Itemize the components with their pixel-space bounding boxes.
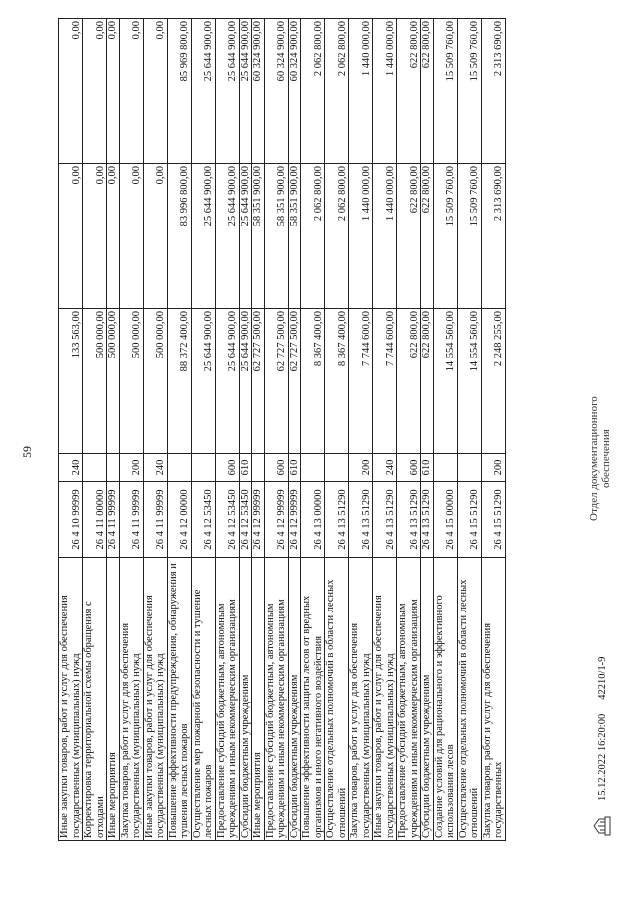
row-code: 26 4 11 99999 xyxy=(143,482,167,558)
row-name: Иные закупки товаров, работ и услуг для обеспечения государственных (муниципальных) нужд xyxy=(59,558,83,841)
row-value-3: 0,00 xyxy=(119,19,143,164)
row-expense-type xyxy=(191,454,215,482)
row-value-3: 2 313 690,00 xyxy=(481,19,505,164)
row-value-3: 0,00 xyxy=(83,19,107,164)
row-name: Создание условий для рационального и эффективного использования лесов xyxy=(433,558,457,841)
row-code: 26 4 12 99999 xyxy=(288,482,301,558)
row-name: Закупка товаров, работ и услуг для обеспечения государственных (муниципальных) нужд xyxy=(119,558,143,841)
row-expense-type: 610 xyxy=(239,454,252,482)
row-value-2: 1 440 000,00 xyxy=(373,164,397,309)
row-value-3: 25 644 900,00 xyxy=(239,19,252,164)
row-code: 26 4 11 99999 xyxy=(107,482,120,558)
row-value-1: 25 644 900,00 xyxy=(215,309,239,454)
table-row xyxy=(481,19,505,841)
row-expense-type: 610 xyxy=(421,454,434,482)
row-value-1: 25 644 900,00 xyxy=(239,309,252,454)
row-value-3: 0,00 xyxy=(107,19,120,164)
table-row xyxy=(167,19,191,841)
table-row xyxy=(349,19,373,841)
row-name: Предоставление субсидий бюджетным, автономным учреждениям и иным некоммерческим организациям xyxy=(215,558,239,841)
row-name: Осуществление отдельных полномочий в области лесных отношений xyxy=(325,558,349,841)
coat-of-arms-icon xyxy=(592,815,612,837)
row-expense-type: 200 xyxy=(481,454,505,482)
row-value-2: 0,00 xyxy=(107,164,120,309)
row-value-1: 62 727 500,00 xyxy=(288,309,301,454)
table-row xyxy=(397,19,421,841)
row-name: Иные мероприятия xyxy=(252,558,265,841)
row-value-3: 15 509 760,00 xyxy=(433,19,457,164)
row-value-2: 2 062 800,00 xyxy=(325,164,349,309)
row-value-1: 8 367 400,00 xyxy=(325,309,349,454)
row-code: 26 4 15 00000 xyxy=(433,482,457,558)
footer-doc-code: 42210/1-9 xyxy=(596,656,608,700)
row-value-2: 0,00 xyxy=(143,164,167,309)
row-value-2: 1 440 000,00 xyxy=(349,164,373,309)
row-code: 26 4 13 00000 xyxy=(301,482,325,558)
row-expense-type: 600 xyxy=(397,454,421,482)
row-value-3: 2 062 800,00 xyxy=(301,19,325,164)
stamp-line-1: Отдел документационного xyxy=(588,396,600,521)
row-value-3: 15 509 760,00 xyxy=(457,19,481,164)
row-value-1: 14 554 560,00 xyxy=(457,309,481,454)
row-expense-type xyxy=(433,454,457,482)
row-value-1: 62 727 500,00 xyxy=(252,309,265,454)
row-value-3: 60 324 900,00 xyxy=(288,19,301,164)
row-value-1: 622 800,00 xyxy=(421,309,434,454)
row-value-3: 25 644 900,00 xyxy=(191,19,215,164)
table-row xyxy=(59,19,83,841)
row-value-1: 500 000,00 xyxy=(107,309,120,454)
row-code: 26 4 13 51290 xyxy=(397,482,421,558)
row-value-1: 133 563,00 xyxy=(59,309,83,454)
row-code: 26 4 13 51290 xyxy=(349,482,373,558)
row-name: Иные закупки товаров, работ и услуг для обеспечения государственных (муниципальных) нужд xyxy=(373,558,397,841)
row-name: Иные мероприятия xyxy=(107,558,120,841)
table-row xyxy=(421,19,434,841)
row-value-3: 622 800,00 xyxy=(421,19,434,164)
table-row xyxy=(457,19,481,841)
row-value-2: 0,00 xyxy=(119,164,143,309)
row-value-2: 622 800,00 xyxy=(397,164,421,309)
row-code: 26 4 15 51290 xyxy=(481,482,505,558)
row-code: 26 4 12 53450 xyxy=(215,482,239,558)
row-expense-type xyxy=(301,454,325,482)
row-value-3: 622 800,00 xyxy=(397,19,421,164)
row-value-2: 622 800,00 xyxy=(421,164,434,309)
row-code: 26 4 12 53450 xyxy=(239,482,252,558)
row-value-3: 1 440 000,00 xyxy=(373,19,397,164)
row-value-1: 500 000,00 xyxy=(119,309,143,454)
stamp-line-2: обеспечения xyxy=(600,429,612,488)
row-value-2: 15 509 760,00 xyxy=(433,164,457,309)
row-name: Повышение эффективности предупреждения, обнаружения и тушения лесных пожаров xyxy=(167,558,191,841)
row-code: 26 4 11 99999 xyxy=(119,482,143,558)
row-code: 26 4 13 51290 xyxy=(421,482,434,558)
table-row xyxy=(143,19,167,841)
row-name: Субсидии бюджетным учреждениям xyxy=(421,558,434,841)
row-value-1: 500 000,00 xyxy=(143,309,167,454)
table-row xyxy=(325,19,349,841)
row-value-2: 58 351 900,00 xyxy=(264,164,288,309)
table-row xyxy=(107,19,120,841)
row-code: 26 4 13 51290 xyxy=(325,482,349,558)
row-expense-type xyxy=(252,454,265,482)
row-name: Повышение эффективности защиты лесов от вредных организмов и иного негативного воздействия xyxy=(301,558,325,841)
row-value-2: 25 644 900,00 xyxy=(239,164,252,309)
row-expense-type: 200 xyxy=(119,454,143,482)
row-name: Субсидии бюджетным учреждениям xyxy=(239,558,252,841)
row-value-3: 85 969 800,00 xyxy=(167,19,191,164)
table-row xyxy=(252,19,265,841)
row-value-2: 0,00 xyxy=(59,164,83,309)
row-expense-type: 240 xyxy=(373,454,397,482)
row-expense-type: 610 xyxy=(288,454,301,482)
row-expense-type: 600 xyxy=(215,454,239,482)
row-expense-type xyxy=(83,454,107,482)
row-value-2: 58 351 900,00 xyxy=(252,164,265,309)
row-value-2: 25 644 900,00 xyxy=(191,164,215,309)
page-number: 59 xyxy=(20,446,34,458)
row-name: Предоставление субсидий бюджетным, автономным учреждениям и иным некоммерческим организациям xyxy=(264,558,288,841)
row-name: Закупка товаров, работ и услуг для обеспечения государственных xyxy=(481,558,505,841)
row-value-3: 60 324 900,00 xyxy=(264,19,288,164)
row-value-2: 83 996 800,00 xyxy=(167,164,191,309)
row-code: 26 4 12 99999 xyxy=(252,482,265,558)
row-value-1: 62 727 500,00 xyxy=(264,309,288,454)
row-value-2: 15 509 760,00 xyxy=(457,164,481,309)
row-value-1: 622 800,00 xyxy=(397,309,421,454)
footer-meta xyxy=(592,657,612,837)
row-name: Предоставление субсидий бюджетным, автономным учреждениям и иным некоммерческим организациям xyxy=(397,558,421,841)
row-value-1: 2 248 255,00 xyxy=(481,309,505,454)
row-value-1: 25 644 900,00 xyxy=(191,309,215,454)
row-code: 26 4 15 51290 xyxy=(457,482,481,558)
row-value-3: 1 440 000,00 xyxy=(349,19,373,164)
row-expense-type: 600 xyxy=(264,454,288,482)
row-value-3: 60 324 900,00 xyxy=(252,19,265,164)
row-code: 26 4 13 51290 xyxy=(373,482,397,558)
row-name: Корректировка территориальной схемы обращения с отходами xyxy=(83,558,107,841)
row-value-1: 7 744 600,00 xyxy=(373,309,397,454)
table-row xyxy=(119,19,143,841)
row-code: 26 4 11 00000 xyxy=(83,482,107,558)
row-value-1: 88 372 400,00 xyxy=(167,309,191,454)
row-code: 26 4 10 99999 xyxy=(59,482,83,558)
row-name: Субсидии бюджетным учреждениям xyxy=(288,558,301,841)
row-name: Осуществление отдельных полномочий в области лесных отношений xyxy=(457,558,481,841)
table-row xyxy=(239,19,252,841)
row-value-3: 0,00 xyxy=(59,19,83,164)
budget-table xyxy=(58,18,506,841)
row-value-2: 25 644 900,00 xyxy=(215,164,239,309)
table-row xyxy=(288,19,301,841)
row-value-3: 2 062 800,00 xyxy=(325,19,349,164)
table-row xyxy=(264,19,288,841)
row-value-2: 58 351 900,00 xyxy=(288,164,301,309)
table-row xyxy=(433,19,457,841)
row-expense-type: 200 xyxy=(349,454,373,482)
row-name: Осуществление мер пожарной безопасности и тушение лесных пожаров xyxy=(191,558,215,841)
row-code: 26 4 12 99999 xyxy=(264,482,288,558)
row-value-1: 500 000,00 xyxy=(83,309,107,454)
table-row xyxy=(373,19,397,841)
row-expense-type xyxy=(457,454,481,482)
row-expense-type xyxy=(325,454,349,482)
row-name: Иные закупки товаров, работ и услуг для обеспечения государственных (муниципальных) нужд xyxy=(143,558,167,841)
row-expense-type xyxy=(167,454,191,482)
footer-datetime: 15.12.2022 16:20:00 xyxy=(596,713,608,801)
table-row xyxy=(301,19,325,841)
row-expense-type xyxy=(107,454,120,482)
row-value-2: 0,00 xyxy=(83,164,107,309)
row-name: Закупка товаров, работ и услуг для обеспечения государственных (муниципальных) нужд xyxy=(349,558,373,841)
row-value-1: 8 367 400,00 xyxy=(301,309,325,454)
row-value-3: 0,00 xyxy=(143,19,167,164)
department-stamp xyxy=(588,396,612,521)
table-row xyxy=(83,19,107,841)
row-value-2: 2 062 800,00 xyxy=(301,164,325,309)
row-code: 26 4 12 53450 xyxy=(191,482,215,558)
table-row xyxy=(191,19,215,841)
row-expense-type: 240 xyxy=(59,454,83,482)
table-row xyxy=(215,19,239,841)
row-value-3: 25 644 900,00 xyxy=(215,19,239,164)
row-value-1: 7 744 600,00 xyxy=(349,309,373,454)
row-code: 26 4 12 00000 xyxy=(167,482,191,558)
row-value-1: 14 554 560,00 xyxy=(433,309,457,454)
row-expense-type: 240 xyxy=(143,454,167,482)
row-value-2: 2 313 690,00 xyxy=(481,164,505,309)
